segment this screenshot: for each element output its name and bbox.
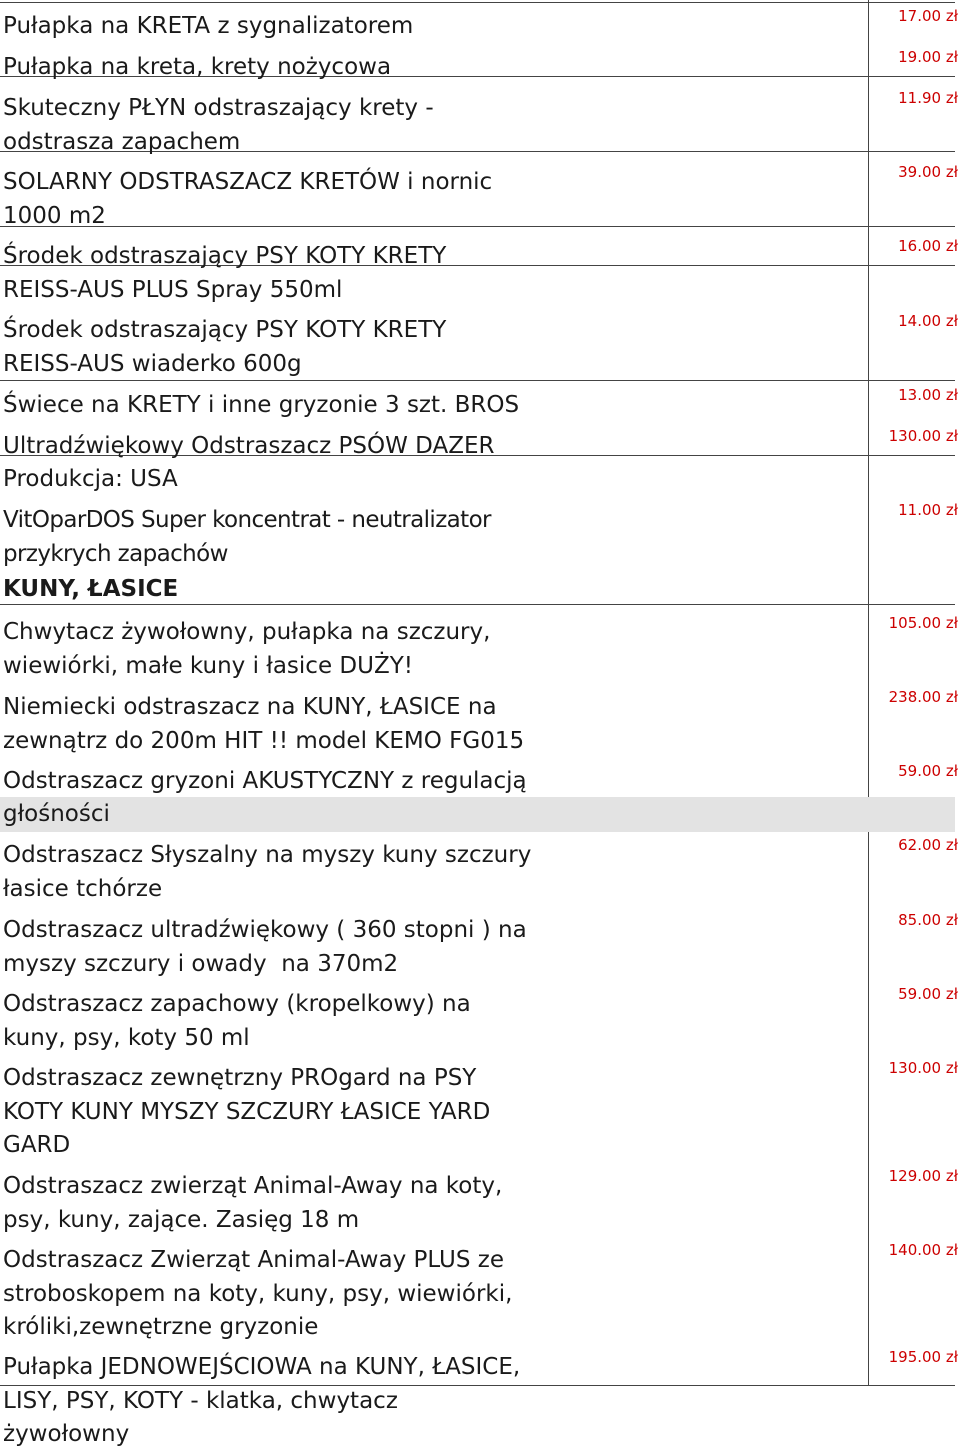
product-price: 16.00 zł [898, 237, 958, 255]
product-name[interactable]: Pułapka na KRETA z sygnalizatorem [3, 13, 414, 39]
product-price: 105.00 zł [888, 614, 958, 632]
product-name[interactable]: Niemiecki odstraszacz na KUNY, ŁASICE na zewnątrz do 200m HIT !! model KEMO FG015 [3, 694, 525, 754]
product-price: 238.00 zł [888, 688, 958, 706]
product-name[interactable]: Pułapka na kreta, krety nożycowa [3, 54, 392, 80]
product-price: 11.00 zł [898, 501, 958, 519]
product-name-continued: głośności [3, 801, 110, 827]
product-price: 130.00 zł [888, 427, 958, 445]
product-name[interactable]: Pułapka JEDNOWEJŚCIOWA na KUNY, ŁASICE, LISY, PSY, KOTY - klatka, chwytacz żywołowny [3, 1354, 521, 1447]
product-price: 19.00 zł [898, 48, 958, 66]
product-name[interactable]: Odstraszacz zewnętrzny PROgard na PSY KOTY KUNY MYSZY SZCZURY ŁASICE YARD GARD [3, 1065, 491, 1158]
product-price: 140.00 zł [888, 1241, 958, 1259]
product-name[interactable]: Świece na KRETY i inne gryzonie 3 szt. BROS [3, 392, 520, 418]
product-name[interactable]: Odstraszacz gryzoni AKUSTYCZNY z regulacją [3, 768, 527, 794]
product-price: 59.00 zł [898, 762, 958, 780]
product-name[interactable]: Odstraszacz ultradźwiękowy ( 360 stopni ) na myszy szczury i owady na 370m2 [3, 917, 527, 977]
product-price: 11.90 zł [898, 89, 958, 107]
product-name[interactable]: Chwytacz żywołowny, pułapka na szczury, wiewiórki, małe kuny i łasice DUŻY! [3, 619, 491, 679]
product-name[interactable]: Ultradźwiękowy Odstraszacz PSÓW DAZER [3, 433, 495, 459]
product-price: 85.00 zł [898, 911, 958, 929]
highlight-row-band [0, 797, 955, 832]
product-price: 14.00 zł [898, 312, 958, 330]
product-price: 129.00 zł [888, 1167, 958, 1185]
product-name[interactable]: Odstraszacz zwierząt Animal-Away na koty, psy, kuny, zające. Zasięg 18 m [3, 1173, 503, 1233]
product-price: 13.00 zł [898, 386, 958, 404]
product-price: 130.00 zł [888, 1059, 958, 1077]
product-price: 59.00 zł [898, 985, 958, 1003]
product-price: 62.00 zł [898, 836, 958, 854]
product-name[interactable]: Odstraszacz Słyszalny na myszy kuny szczury łasice tchórze [3, 842, 532, 902]
product-name[interactable]: Odstraszacz Zwierząt Animal-Away PLUS ze stroboskopem na koty, kuny, psy, wiewiórki, króliki,zewnętrzne gryzonie [3, 1247, 513, 1340]
product-name[interactable]: Środek odstraszający PSY KOTY KRETY REISS-AUS wiaderko 600g [3, 317, 447, 377]
product-name[interactable]: Środek odstraszający PSY KOTY KRETY REISS-AUS PLUS Spray 550ml [3, 243, 447, 303]
column-divider [868, 0, 869, 1386]
product-name[interactable]: Odstraszacz zapachowy (kropelkowy) na kuny, psy, koty 50 ml [3, 991, 471, 1051]
product-name[interactable]: Skuteczny PŁYN odstraszający krety - odstrasza zapachem [3, 95, 434, 155]
product-origin: Produkcja: USA [3, 466, 178, 492]
product-name[interactable]: VitOparDOS Super koncentrat - neutralizator przykrych zapachów [3, 507, 491, 567]
product-price: 39.00 zł [898, 163, 958, 181]
product-name[interactable]: SOLARNY ODSTRASZACZ KRETÓW i nornic 1000 m2 [3, 169, 493, 229]
product-price: 17.00 zł [898, 7, 958, 25]
category-heading: KUNY, ŁASICE [3, 576, 179, 602]
row-divider [0, 2, 955, 3]
product-price: 195.00 zł [888, 1348, 958, 1366]
